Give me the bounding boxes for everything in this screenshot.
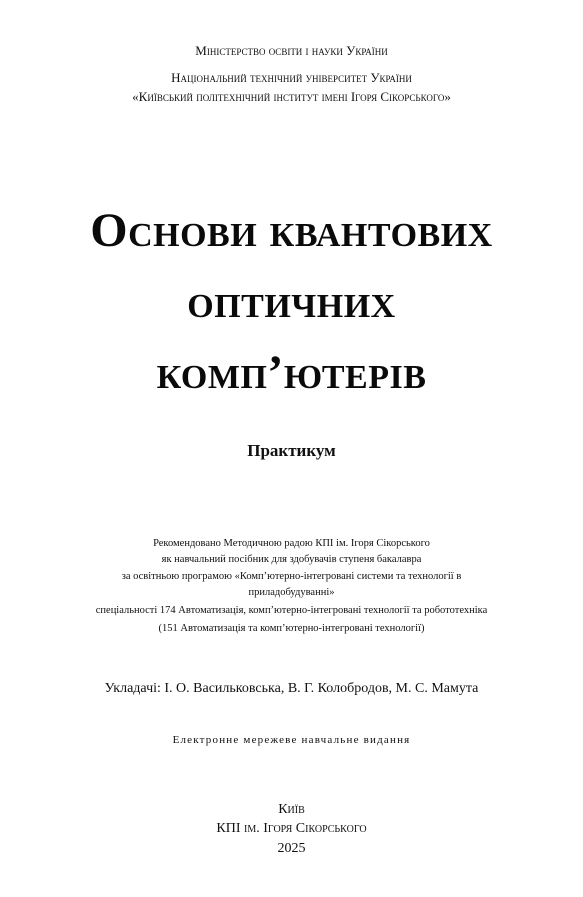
recommendation-line-4: приладобудуванні» <box>248 587 335 598</box>
publication-year: 2025 <box>277 841 306 856</box>
publication-city: Київ <box>278 802 305 817</box>
institute-name: «Київський політехнічний інститут імені Ігоря Сікорського» <box>132 89 451 104</box>
recommendation-line-2: як навчальний посібник для здобувачів ступеня бакалавра <box>161 554 422 565</box>
recommendation-line-6: (151 Автоматизація та комп’ютерно-інтегровані технології) <box>158 623 425 634</box>
university-name: Національний технічний університет України <box>171 70 412 85</box>
publisher-name: КПІ ім. Ігоря Сікорського <box>216 821 367 836</box>
edition-type: Електронне мережеве навчальне видання <box>172 734 411 746</box>
book-title-line-2: оптичних <box>187 275 396 328</box>
book-subtitle: Практикум <box>247 441 336 460</box>
recommendation-line-5: спеціальності 174 Автоматизація, комп’ютерно-інтегровані технології та робототехніка <box>95 605 488 616</box>
book-title-line-3: комп’ютерів <box>156 346 427 399</box>
authors-line: Укладачі: І. О. Васильковська, В. Г. Колобродов, М. С. Мамута <box>104 681 479 696</box>
recommendation-line-1: Рекомендовано Методичною радою КПІ ім. Ігоря Сікорського <box>153 538 430 549</box>
recommendation-line-3: за освітньою програмою «Комп’ютерно-інтегровані системи та технології в <box>121 571 462 582</box>
ministry-name: Міністерство освіти і науки України <box>195 43 388 58</box>
book-title-line-1: Основи квантових <box>90 204 493 257</box>
